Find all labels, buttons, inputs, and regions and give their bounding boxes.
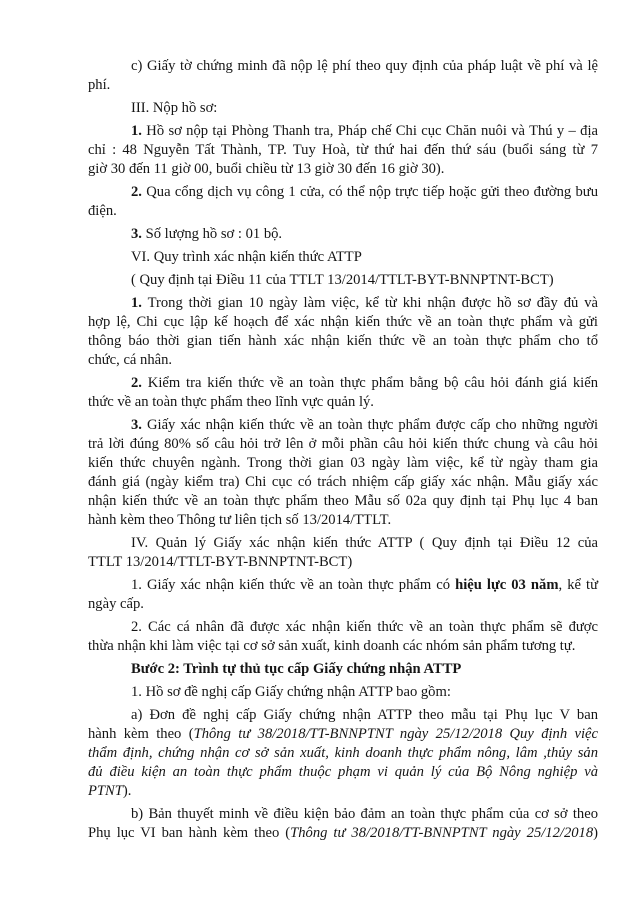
text-run: , kể từ [558,577,598,593]
text-line [88,374,598,393]
text-run: IV. Quản lý Giấy xác nhận kiến thức ATTP ( Quy định tại Điều 12 của [131,535,598,551]
text-run: thông báo thời gian tiến hành xác nhận kiến thức về an toàn thực phẩm cho tổ [88,333,598,349]
text-run: hành kèm theo ( [88,726,194,742]
text-run: ngày cấp. [88,596,144,612]
text-line [88,76,598,95]
text-run: chỉ : 48 Nguyễn Tất Thành, TP. Tuy Hoà, từ thứ hai đến thứ sáu (buổi sáng từ 7 [88,142,598,158]
text-line [88,202,598,221]
bold-text: 3. [131,417,142,433]
text-line [88,393,598,412]
text-line [88,248,598,267]
text-run: Kiểm tra kiến thức về an toàn thực phẩm bằng bộ câu hỏi đánh giá kiến [141,375,598,391]
text-run: chức, cá nhân. [88,352,173,368]
text-run: ). [122,783,132,799]
text-line [88,637,598,656]
text-run: b) Bản thuyết minh về điều kiện bảo đảm an toàn thực phẩm của cơ sở theo [131,806,598,822]
paragraph [88,374,598,412]
text-run: ) [593,825,599,841]
bold-text: 2. [131,184,142,200]
text-line [88,122,598,141]
text-line [88,782,598,801]
text-run: nhận kiến thức về an toàn thực phẩm theo Mẫu số 02a quy định tại Phụ lục 4 ban [88,493,598,509]
text-run: đánh giá (ngày kiểm tra) Chi cục có trách nhiệm cấp giấy xác nhận. Mẫu giấy xác [88,474,598,490]
text-run: thức về an toàn thực phẩm theo lĩnh vực quản lý. [88,394,374,410]
text-line [88,492,598,511]
text-run: Hồ sơ nộp tại Phòng Thanh tra, Pháp chế Chi cục Chăn nuôi và Thú y – địa [141,123,598,139]
paragraph [88,294,598,370]
text-line [88,660,598,679]
text-line [88,595,598,614]
paragraph [88,57,598,95]
text-line [88,763,598,782]
text-line [88,534,598,553]
text-line [88,351,598,370]
text-line [88,618,598,637]
italic-text: PTNT [88,783,123,799]
paragraph [88,183,598,221]
text-line [88,435,598,454]
text-line [88,553,598,572]
text-line [88,511,598,530]
italic-text: đủ điều kiện an toàn thực phẩm thuộc phạm vi quản lý của Bộ Nông nghiệp và [88,764,598,780]
bold-text: 2. [131,375,142,391]
text-line [88,57,598,76]
text-line [88,99,598,118]
text-run: hợp lệ, Chi cục lập kế hoạch để xác nhận kiến thức về an toàn thực phẩm và gửi [88,314,598,330]
text-run: giờ 30 đến 11 giờ 00, buổi chiều từ 13 giờ 30 đến 16 giờ 30). [88,161,445,177]
text-run: Số lượng hồ sơ : 01 bộ. [141,226,283,242]
text-run: a) Đơn đề nghị cấp Giấy chứng nhận ATTP theo mẫu tại Phụ lục V ban [131,707,598,723]
paragraph [88,683,598,702]
bold-text: 1. [131,123,142,139]
text-run: hành kèm theo Thông tư liên tịch số 13/2014/TTLT. [88,512,392,528]
bold-text: 1. [131,295,142,311]
text-run: c) Giấy tờ chứng minh đã nộp lệ phí theo quy định của pháp luật về phí và lệ [131,58,598,74]
text-line [88,332,598,351]
text-run: điện. [88,203,117,219]
paragraph [88,225,598,244]
italic-text: Thông tư 38/2018/TT-BNNPTNT ngày 25/12/2018 Quy định việc [193,726,598,742]
text-run: Trong thời gian 10 ngày làm việc, kể từ khi nhận được hồ sơ đầy đủ và [141,295,598,311]
bold-text: Bước 2: Trình tự thủ tục cấp Giấy chứng nhận ATTP [131,661,462,677]
text-line [88,576,598,595]
text-line [88,183,598,202]
paragraph [88,805,598,843]
paragraph [88,416,598,530]
paragraph [88,122,598,179]
text-run: Phụ lục VI ban hành kèm theo ( [88,825,291,841]
paragraph [88,248,598,267]
italic-text: thẩm định, chứng nhận cơ sở sản xuất, kinh doanh thực phẩm nông, lâm ,thủy sản [88,745,598,761]
text-run: III. Nộp hồ sơ: [131,100,218,116]
bold-text: 3. [131,226,142,242]
text-line [88,706,598,725]
paragraph [88,576,598,614]
document-body [88,57,598,847]
paragraph [88,618,598,656]
paragraph [88,534,598,572]
text-line [88,473,598,492]
paragraph [88,271,598,290]
text-run: TTLT 13/2014/TTLT-BYT-BNNPTNT-BCT) [88,554,353,570]
text-run: ( Quy định tại Điều 11 của TTLT 13/2014/TTLT-BYT-BNNPTNT-BCT) [131,272,554,288]
paragraph [88,706,598,801]
text-run: 2. Các cá nhân đã được xác nhận kiến thức về an toàn thực phẩm sẽ được [131,619,598,635]
text-run: thừa nhận khi làm việc tại cơ sở sản xuất, kinh doanh các nhóm sản phẩm tương tự. [88,638,576,654]
text-line [88,416,598,435]
text-line [88,141,598,160]
text-line [88,454,598,473]
text-run: trả lời đúng 80% số câu hỏi trở lên ở mỗi phần câu hỏi kiến thức chung và câu hỏi [88,436,598,452]
text-line [88,683,598,702]
text-run: phí. [88,77,111,93]
text-line [88,805,598,824]
text-run: 1. Hồ sơ đề nghị cấp Giấy chứng nhận ATTP bao gồm: [131,684,451,700]
text-line [88,744,598,763]
text-run: VI. Quy trình xác nhận kiến thức ATTP [131,249,362,265]
text-line [88,271,598,290]
text-run: Giấy xác nhận kiến thức về an toàn thực phẩm được cấp cho những người [141,417,598,433]
text-line [88,313,598,332]
text-line [88,725,598,744]
text-run: 1. Giấy xác nhận kiến thức về an toàn thực phẩm có [131,577,456,593]
text-line [88,824,598,843]
paragraph [88,99,598,118]
text-line [88,294,598,313]
text-line [88,225,598,244]
text-run: kiến thức chuyên ngành. Trong thời gian 03 ngày làm việc, kể từ ngày tham gia [88,455,598,471]
paragraph [88,660,598,679]
italic-text: Thông tư 38/2018/TT-BNNPTNT ngày 25/12/2018 [290,825,594,841]
bold-text: hiệu lực 03 năm [455,577,559,593]
text-line [88,160,598,179]
text-run: Qua cổng dịch vụ công 1 cửa, có thể nộp trực tiếp hoặc gửi theo đường bưu [141,184,598,200]
